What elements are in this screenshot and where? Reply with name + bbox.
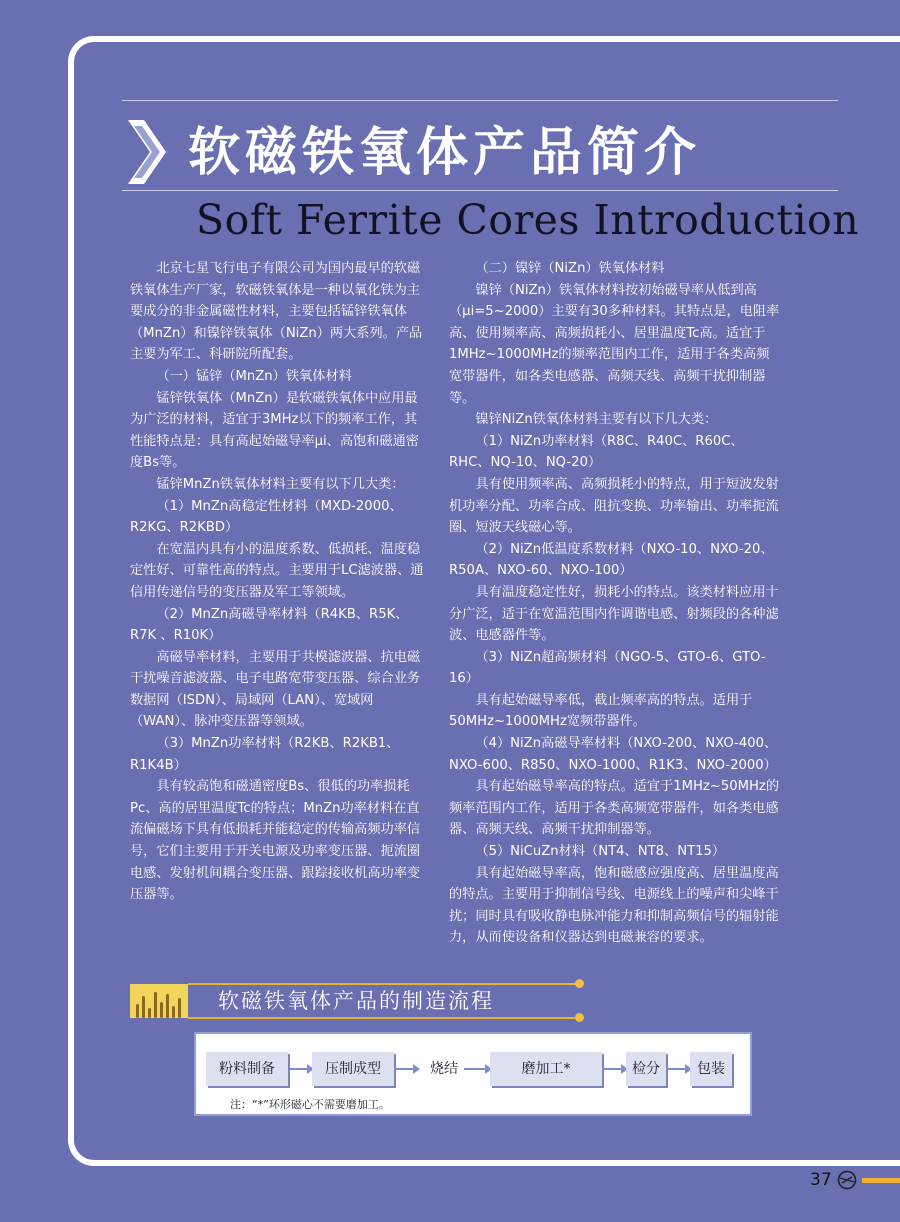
paragraph: 锰锌MnZn铁氧体材料主要有以下几大类： (156, 476, 405, 492)
paragraph: 具有起始磁导率高，饱和磁感应强度高、居里温度高的特点。主要用于抑制信号线、电源线上的噪声和尖峰干扰；同时具有吸收静电脉冲能力和抑制高频信号的辐射能力，从而使设备和仪器达到电磁兼容的要求。 (449, 865, 779, 946)
paragraph: 高磁导率材料，主要用于共模滤波器、抗电磁干扰噪音滤波器、电子电路宽带变压器、综合业务数据网（ISDN）、局域网（LAN）、宽域网（WAN）、脉冲变压器等领域。 (130, 649, 421, 730)
material-heading: （2）NiZn低温度系数材料（NXO-10、NXO-20、R50A、NXO-60、NXO-100） (449, 541, 774, 579)
arrow-icon (668, 1068, 688, 1070)
paragraph: 具有温度稳定性好，损耗小的特点。该类材料应用十分广泛，适于在宽温范围内作调谐电感、射频段的各种滤波、电感器件等。 (449, 584, 779, 644)
paragraph: 具有起始磁导率低，截止频率高的特点。适用于50MHz~1000MHz宽频带器件。 (449, 692, 753, 730)
arrow-icon (464, 1068, 488, 1070)
material-heading: （1）MnZn高稳定性材料（MXD-2000、R2KG、R2KBD） (130, 498, 403, 536)
step-packaging: 包装 (690, 1052, 732, 1086)
paragraph: 具有较高饱和磁通密度Bs、很低的功率损耗Pc、高的居里温度Tc的特点；MnZn功率材料在直流偏磁场下具有低损耗并能稳定的传输高频功率信号，它们主要用于开关电源及功率变压器、扼流圈电感、发射机间耦合变压器、跟踪接收机高功率变压器等。 (130, 779, 421, 903)
page-number-bar (862, 1178, 900, 1183)
process-flow (194, 1032, 752, 1116)
process-header (130, 980, 580, 1018)
step-pressing: 压制成型 (312, 1052, 394, 1086)
material-heading: （1）NiZn功率材料（R8C、R40C、R60C、RHC、NQ-10、NQ-20） (449, 433, 744, 471)
section-heading: （一）锰锌（MnZn）铁氧体材料 (156, 368, 352, 384)
left-column (130, 258, 426, 906)
title-rule (122, 190, 838, 191)
paragraph: 在宽温内具有小的温度系数、低损耗、温度稳定性好、可靠性高的特点。主要用于LC滤波器、通信用传递信号的变压器及军工等领域。 (130, 541, 424, 600)
paragraph: 镍锌（NiZn）铁氧体材料按初始磁导率从低到高（μi=5~2000）主要有30多种材料。其特点是，电阻率高、使用频率高、高频损耗小、居里温度Tc高。适宜于1MHz~1000MHz的频率范围内工作，适用于各类高频宽带器件，如各类电感器、高频天线、高频干扰抑制器等。 (449, 282, 780, 406)
ferrite-cores-icon (130, 984, 188, 1018)
section-heading: （二）镍锌（NiZn）铁氧体材料 (475, 261, 665, 276)
paragraph: 北京七星飞行电子有限公司为国内最早的软磁铁氧体生产厂家，软磁铁氧体是一种以氧化铁为主要成分的非金属磁性材料，主要包括锰锌铁氧体（MnZn）和镍锌铁氧体（NiZn）两大系列。产品主要为军工、科研院所配套。 (130, 261, 423, 363)
arrow-icon (396, 1068, 416, 1070)
material-heading: （5）NiCuZn材料（NT4、NT8、NT15） (475, 844, 726, 860)
step-inspection: 检分 (626, 1052, 666, 1086)
top-rule (122, 100, 838, 101)
page-number: 37 (810, 1170, 832, 1190)
right-column (449, 258, 782, 949)
arrow-icon (290, 1068, 310, 1070)
step-grinding: 磨加工* (490, 1052, 602, 1086)
step-powder: 粉料制备 (206, 1052, 288, 1086)
arrow-icon (604, 1068, 624, 1070)
paragraph: 锰锌铁氧体（MnZn）是软磁铁氧体中应用最为广泛的材料，适宜于3MHz以下的频率工作，其性能特点是：具有高起始磁导率μi、高饱和磁通密度Bs等。 (130, 390, 419, 471)
page-subtitle-en: Soft Ferrite Cores Introduction (196, 196, 860, 244)
logo-icon (837, 1170, 857, 1190)
material-heading: （3）NiZn超高频材料（NGO-5、GTO-6、GTO-16） (449, 649, 766, 687)
paragraph: 具有使用频率高、高频损耗小的特点，用于短波发射机功率分配、功率合成、阻抗变换、功率输出、功率扼流圈、短波天线磁心等。 (449, 476, 779, 536)
process-title: 软磁铁氧体产品的制造流程 (218, 989, 494, 1013)
flow-note: 注：“*”环形磁心不需要磨加工。 (230, 1098, 390, 1111)
page-title: 软磁铁氧体产品简介 (188, 123, 702, 183)
header-line (188, 1017, 580, 1019)
material-heading: （2）MnZn高磁导率材料（R4KB、R5K、R7K 、R10K） (130, 606, 409, 644)
material-heading: （3）MnZn功率材料（R2KB、R2KB1、R1K4B） (130, 736, 400, 773)
step-sintering: 烧结 (430, 1061, 458, 1077)
material-heading: （4）NiZn高磁导率材料（NXO-200、NXO-400、NXO-600、R850、NXO-1000、R1K3、NXO-2000） (449, 736, 778, 773)
chevron-icon (122, 116, 172, 188)
paragraph: 镍锌NiZn铁氧体材料主要有以下几大类： (475, 412, 718, 428)
paragraph: 具有起始磁导率高的特点。适宜于1MHz~50MHz的频率范围内工作，适用于各类高频宽带器件，如各类电感器、高频天线、高频干扰抑制器等。 (449, 779, 780, 838)
